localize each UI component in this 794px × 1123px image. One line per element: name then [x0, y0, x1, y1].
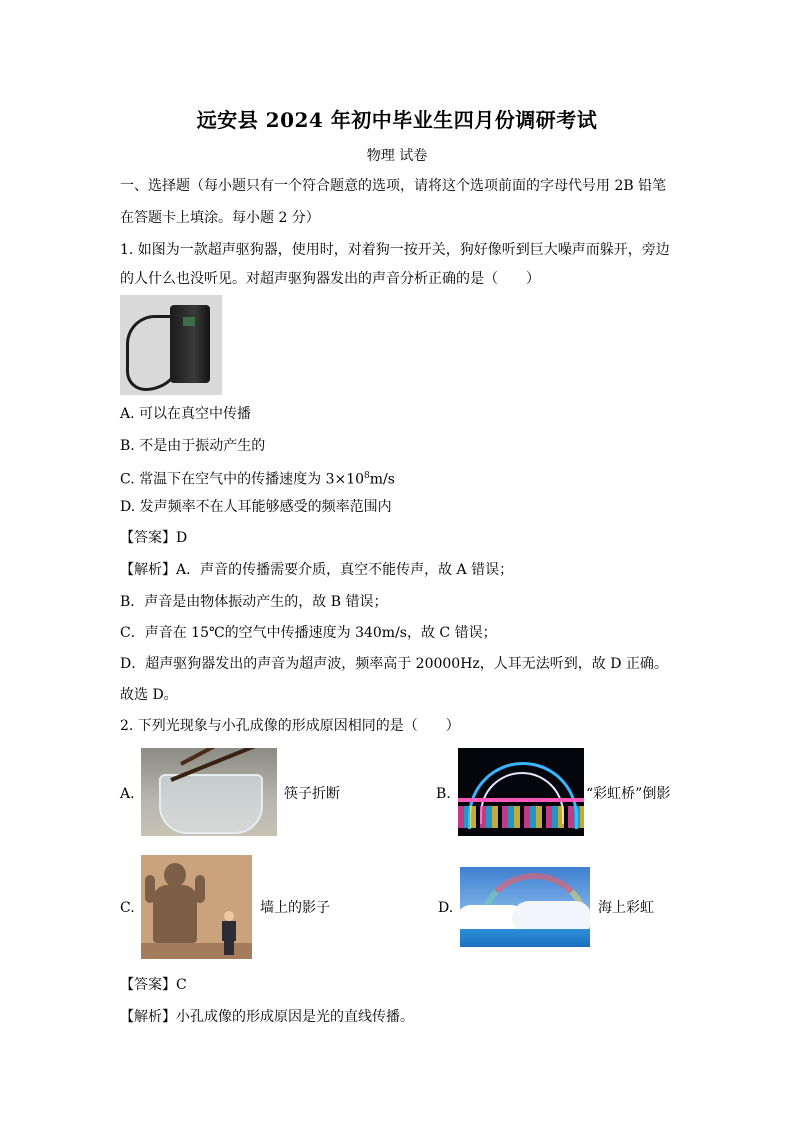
q1-option-b: B. 不是由于振动产生的: [120, 438, 266, 454]
q1-conclusion: 故选 D。: [120, 687, 178, 703]
q2-answer: [120, 975, 187, 995]
q1-answer: [120, 528, 187, 548]
rainbow-bridge-reflection-image: [458, 748, 584, 836]
page-subtitle: 物理 试卷: [366, 148, 428, 164]
q2-option-b-letter: B.: [436, 786, 451, 802]
q1-option-c-exponent: 8: [364, 471, 370, 481]
q1-analysis-line-2: B．声音是由物体振动产生的，故 B 错误；: [120, 594, 388, 610]
q1-analysis-line-3: C．声音在 15℃的空气中传播速度为 340m/s，故 C 错误；: [120, 625, 497, 641]
chopsticks-in-water-image: [141, 748, 277, 836]
q1-answer-value: D: [176, 530, 188, 546]
shadow-on-wall-image: [141, 855, 252, 959]
page-title: 远安县 2024 年初中毕业生四月份调研考试: [196, 108, 598, 132]
q1-analysis-line-1: [120, 560, 513, 580]
q1-stem-line-2: 的人什么也没听见。对超声驱狗器发出的声音分析正确的是（ ）: [120, 271, 540, 287]
q2-analysis-label: 【解析】: [120, 1009, 176, 1025]
q2-analysis-text: 小孔成像的形成原因是光的直线传播。: [176, 1009, 414, 1025]
q1-analysis-a: A．声音的传播需要介质，真空不能传声，故 A 错误；: [176, 562, 514, 578]
q2-answer-value: C: [176, 977, 187, 993]
q2-option-d-letter: D.: [438, 900, 454, 916]
section-instructions-line-1: 一、选择题（每小题只有一个符合题意的选项，请将这个选项前面的字母代号用 2B 铅笔: [120, 178, 667, 194]
rainbow-over-sea-image: [460, 867, 590, 947]
q2-option-c-text: 墙上的影子: [260, 900, 330, 916]
q2-option-a-text: 筷子折断: [284, 786, 340, 802]
q1-option-c: [120, 466, 395, 490]
section-instructions-line-2: 在答题卡上填涂。每小题 2 分）: [120, 210, 320, 226]
q1-analysis-line-4: D．超声驱狗器发出的声音为超声波，频率高于 20000Hz，人耳无法听到，故 D 正确。: [120, 656, 668, 672]
q2-option-c-letter: C.: [120, 900, 135, 916]
q2-stem: 2. 下列光现象与小孔成像的形成原因相同的是（ ）: [120, 718, 460, 734]
q1-analysis-label: 【解析】: [120, 562, 176, 578]
q1-answer-label: 【答案】: [120, 530, 176, 546]
q1-option-c-text: C. 常温下在空气中的传播速度为 3×10: [120, 471, 365, 488]
q1-stem-line-1: 1. 如图为一款超声驱狗器，使用时，对着狗一按开关，狗好像听到巨大噪声而躲开，旁边: [120, 242, 670, 258]
q2-answer-label: 【答案】: [120, 977, 176, 993]
q1-option-c-unit: m/s: [369, 471, 395, 488]
ultrasonic-dog-repeller-image: [120, 295, 222, 395]
q2-analysis: [120, 1007, 414, 1027]
q1-option-a: A. 可以在真空中传播: [120, 406, 252, 422]
q2-option-d-text: 海上彩虹: [598, 900, 654, 916]
q1-option-d: D. 发声频率不在人耳能够感受的频率范围内: [120, 499, 392, 515]
q2-option-a-letter: A.: [120, 786, 135, 802]
q2-option-b-text: “彩虹桥”倒影: [586, 786, 671, 802]
